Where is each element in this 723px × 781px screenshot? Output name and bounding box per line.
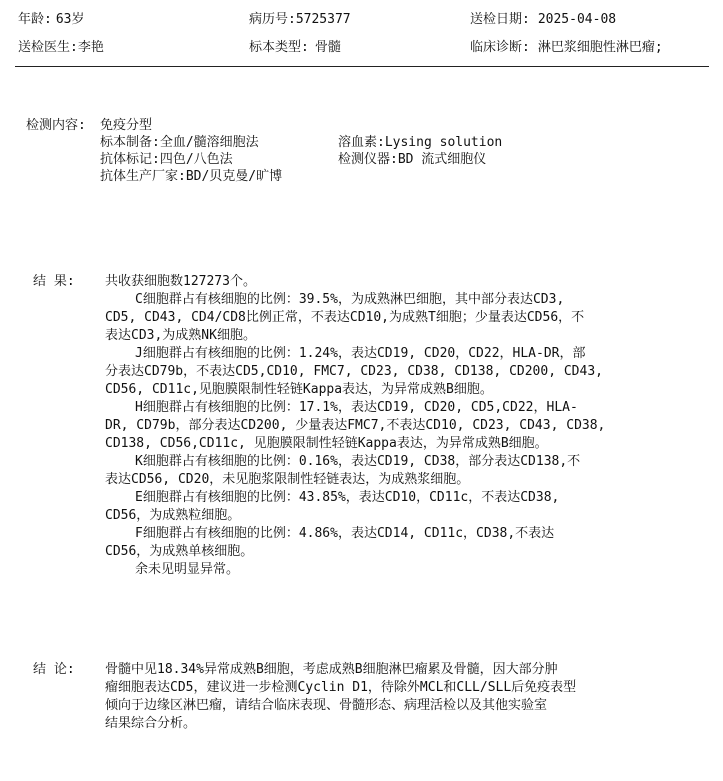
result-line: 余未见明显异常。 bbox=[135, 562, 240, 577]
antibody-marking: 抗体标记:四色/八色法 bbox=[100, 152, 233, 167]
result-line: CD56，为成熟单核细胞。 bbox=[105, 544, 254, 559]
doctor-value: 李艳 bbox=[77, 40, 104, 55]
sample-label: 标本类型: bbox=[249, 40, 309, 55]
result-line: 共收获细胞数127273个。 bbox=[105, 274, 256, 289]
result-text bbox=[105, 273, 633, 579]
date-field bbox=[470, 11, 616, 29]
age-value: 63岁 bbox=[55, 12, 85, 27]
result-line: H细胞群占有核细胞的比例：17.1%，表达CD19, CD20, CD5,CD22，HLA- bbox=[135, 400, 578, 415]
diagnosis-label: 临床诊断: bbox=[470, 40, 530, 55]
doctor-field bbox=[18, 39, 104, 57]
lysing-solution: 溶血素:Lysing solution bbox=[338, 135, 503, 150]
result-line: C细胞群占有核细胞的比例：39.5%，为成熟淋巴细胞，其中部分表达CD3, bbox=[135, 292, 565, 307]
antibody-manufacturer: 抗体生产厂家:BD/贝克曼/旷博 bbox=[100, 169, 283, 184]
conclusion-line: 倾向于边缘区淋巴瘤，请结合临床表现、骨髓形态、病理活检以及其他实验室 bbox=[105, 698, 548, 713]
result-label: 结 果: bbox=[33, 274, 75, 289]
age-label: 年龄: bbox=[18, 12, 52, 27]
sample-value: 骨髓 bbox=[314, 40, 341, 55]
conclusion-line: 结果综合分析。 bbox=[105, 716, 197, 731]
result-line: CD56，为成熟粒细胞。 bbox=[105, 508, 241, 523]
conclusion-label: 结 论: bbox=[33, 662, 75, 677]
conclusion-line: 瘤细胞表达CD5，建议进一步检测Cyclin D1，待除外MCL和CLL/SLL后免疫表型 bbox=[105, 680, 577, 695]
result-line: F细胞群占有核细胞的比例：4.86%，表达CD14, CD11c，CD38,不表达 bbox=[135, 526, 555, 541]
header-divider bbox=[15, 66, 709, 67]
sample-field bbox=[249, 39, 341, 57]
date-label: 送检日期: bbox=[470, 12, 530, 27]
diagnosis-field bbox=[470, 39, 663, 57]
result-line: J细胞群占有核细胞的比例：1.24%，表达CD19, CD20，CD22，HLA-DR，部 bbox=[135, 346, 586, 361]
result-line: 分表达CD79b，不表达CD5,CD10, FMC7, CD23, CD38, CD138, CD200, CD43, bbox=[105, 364, 603, 379]
result-line: 表达CD56, CD20，未见胞浆限制性轻链表达，为成熟浆细胞。 bbox=[105, 472, 470, 487]
doctor-label: 送检医生: bbox=[18, 40, 78, 55]
content-label: 检测内容: bbox=[26, 118, 86, 133]
conclusion-text bbox=[105, 661, 633, 733]
result-line: CD56, CD11c,见胞膜限制性轻链Kappa表达，为异常成熟B细胞。 bbox=[105, 382, 493, 397]
instrument: 检测仪器:BD 流式细胞仪 bbox=[338, 152, 487, 167]
record-label: 病历号: bbox=[249, 12, 296, 27]
date-value: 2025-04-08 bbox=[537, 12, 617, 27]
record-value: 5725377 bbox=[295, 12, 351, 27]
diagnosis-value: 淋巴浆细胞性淋巴瘤; bbox=[537, 40, 663, 55]
result-line: DR, CD79b，部分表达CD200, 少量表达FMC7,不表达CD10, CD23, CD43, CD38, bbox=[105, 418, 606, 433]
conclusion-line: 骨髓中见18.34%异常成熟B细胞，考虑成熟B细胞淋巴瘤累及骨髓，因大部分肿 bbox=[105, 662, 558, 677]
result-line: 表达CD3,为成熟NK细胞。 bbox=[105, 328, 256, 343]
record-field bbox=[249, 11, 351, 29]
content-value: 免疫分型 bbox=[100, 118, 153, 133]
result-line: CD138, CD56,CD11c, 见胞膜限制性轻链Kappa表达，为异常成熟B细胞。 bbox=[105, 436, 548, 451]
result-line: CD5, CD43, CD4/CD8比例正常，不表达CD10,为成熟T细胞；少量表达CD56，不 bbox=[105, 310, 585, 325]
result-line: K细胞群占有核细胞的比例：0.16%，表达CD19, CD38，部分表达CD138,不 bbox=[135, 454, 581, 469]
sample-prep: 标本制备:全血/髓溶细胞法 bbox=[100, 135, 259, 150]
age-field bbox=[18, 11, 84, 29]
result-line: E细胞群占有核细胞的比例：43.85%，表达CD10，CD11c，不表达CD38, bbox=[135, 490, 560, 505]
